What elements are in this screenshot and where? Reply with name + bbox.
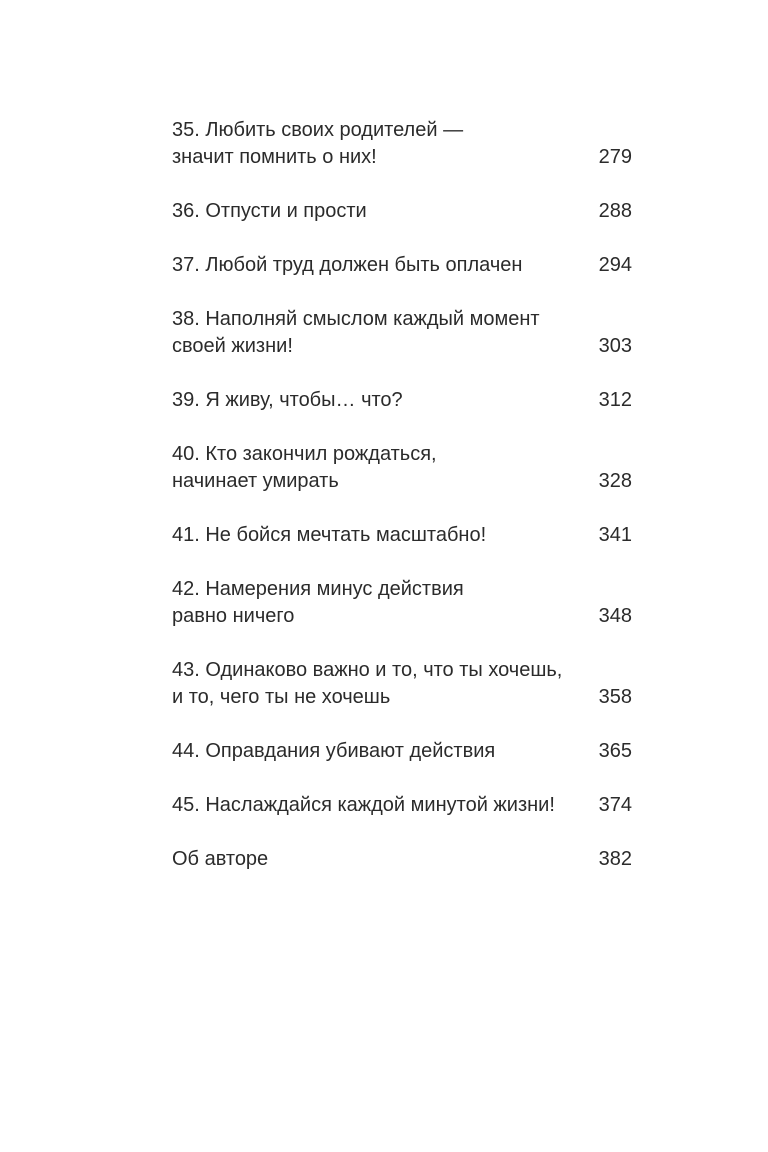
toc-entry-title (172, 576, 599, 630)
toc-entry-title (172, 198, 599, 225)
toc-entry-title (172, 387, 599, 414)
toc-entry-title (172, 738, 599, 765)
toc-entry-title-line: 43. Одинаково важно и то, что ты хочешь, (172, 659, 563, 681)
toc-entry-title-line: и то, чего ты не хочешь (172, 686, 391, 708)
toc-entry-page-number: 341 (598, 524, 632, 546)
toc-entry-page-number: 312 (598, 389, 632, 411)
toc-entry-title-line: 38. Наполняй смыслом каждый момент (172, 308, 540, 330)
toc-entry[interactable] (172, 846, 632, 873)
toc-entry-title-line: Об авторе (172, 848, 269, 870)
toc-entry-page-number: 358 (598, 686, 632, 708)
toc-entry[interactable] (172, 387, 632, 414)
toc-entry-title-line: равно ничего (172, 605, 295, 627)
toc-entry-page-number: 374 (598, 794, 632, 816)
table-of-contents (172, 117, 632, 900)
toc-entry[interactable] (172, 117, 632, 171)
toc-entry-title (172, 657, 599, 711)
toc-entry[interactable] (172, 738, 632, 765)
toc-entry-title-line: начинает умирать (172, 470, 339, 492)
toc-entry-page-number: 348 (598, 605, 632, 627)
toc-entry-title-line: 37. Любой труд должен быть оплачен (172, 254, 523, 276)
toc-entry[interactable] (172, 252, 632, 279)
toc-entry-title (172, 306, 599, 360)
toc-entry-title-line: значит помнить о них! (172, 146, 377, 168)
toc-entry-title-line: 42. Намерения минус действия (172, 578, 464, 600)
toc-entry-title-line: 40. Кто закончил рождаться, (172, 443, 437, 465)
toc-entry-title-line: 35. Любить своих родителей — (172, 119, 464, 141)
toc-entry[interactable] (172, 198, 632, 225)
toc-entry-title (172, 846, 599, 873)
toc-entry-title (172, 252, 599, 279)
toc-entry-title-line: 39. Я живу, чтобы… что? (172, 389, 403, 411)
toc-entry-page-number: 365 (598, 740, 632, 762)
toc-entry[interactable] (172, 576, 632, 630)
toc-entry-title (172, 522, 599, 549)
toc-entry-title-line: 41. Не бойся мечтать масштабно! (172, 524, 487, 546)
toc-entry[interactable] (172, 657, 632, 711)
toc-entry-title (172, 117, 599, 171)
toc-entry-page-number: 382 (598, 848, 632, 870)
toc-entry[interactable] (172, 792, 632, 819)
toc-entry-page-number: 328 (598, 470, 632, 492)
toc-entry-title (172, 792, 599, 819)
toc-entry-title (172, 441, 599, 495)
toc-entry[interactable] (172, 441, 632, 495)
toc-entry-page-number: 303 (598, 335, 632, 357)
toc-entry[interactable] (172, 306, 632, 360)
toc-entry[interactable] (172, 522, 632, 549)
toc-entry-title-line: 36. Отпусти и прости (172, 200, 367, 222)
toc-entry-title-line: 45. Наслаждайся каждой минутой жизни! (172, 794, 555, 816)
toc-entry-title-line: 44. Оправдания убивают действия (172, 740, 496, 762)
toc-entry-title-line: своей жизни! (172, 335, 293, 357)
toc-entry-page-number: 279 (598, 146, 632, 168)
toc-entry-page-number: 288 (598, 200, 632, 222)
toc-entry-page-number: 294 (598, 254, 632, 276)
